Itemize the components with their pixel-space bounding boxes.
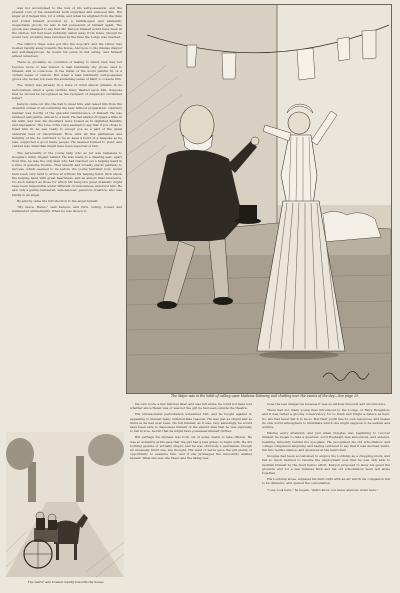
- paragraph: By-and-by came the introduction to the angel herself.: [17, 198, 99, 203]
- main-illustration-caption: The Major was in the habit of calling upon Madame Dalmeny and chatting over the events of the day.—See page 25.: [170, 394, 360, 398]
- paragraph: But perhaps his shyness was born out of some desire to take offence. He was so evidently at his ease that the girl had a less grasp, to begin with. He did nothing gauche or actually stupid, and he was obviously a gentleman, though an unusually timid one, she thought. His want of nerve gave the girl plenty of opportunity to examine him, and if she privileged the innocently availed herself. What she saw, she liked; and the liking was: [130, 435, 252, 461]
- paragraph: The visitor was already in a state of mind almost pitiable in its nervousness when a quite terrible fancy flashed upon him. Suppose that he should be recognised as the recipient of Angelica's unclaimed letter?: [12, 83, 122, 101]
- paragraph: His Lordship arose, adjusted his shirt-cuffs with an air which his companion felt to be offensive, and opened the conversation.: [262, 477, 390, 486]
- text-column-bottom-right: [262, 402, 390, 587]
- paragraph: Kenyon came out into the hall to meet him, and raised him from the dreadful ordeal of encountering the lady without preparation. Gabriel's manner was worthy of the graceful reminiscence of himself. He was subdued and gentle, almost to a fault. He had always dropped a little in his walk, and now his shoulders were bowed as in dignified humility and depression. The tone of his voice seemed to say that if you chose to tread him ill, he was ready to accept you as a part of the great universal laws of discernment. How, with all this gentleness and humility of his, he contrived to be so keen a bond of a bespoke as he was, supported a good many people. He seemed formed to yield, and yielded less often than might have been expected of him.: [12, 102, 122, 149]
- small-illustration-caption: The visitor was bowled rapidly towards the house.: [27, 580, 105, 584]
- text-column-left: [12, 6, 122, 421]
- paragraph: "I say, look here," he began, "didn't know you knew anybody down here.": [267, 487, 379, 492]
- paragraph: "My niece, Helen," said Kenyon; and Dick, toiling, bowed and stammered unintelligibly. When he was shown to: [12, 204, 122, 214]
- engraving-dog-cart: [6, 432, 124, 577]
- paragraph: There is, probably, no condition of feeling to which men may not become more or less inured. A man habitually shy grows used to himself, and is conscious, in the midst of the worst painful fit, of a certain sense of custom. But when a man habitually self-possessed grows shy, he has not even the sustaining sense of habit to console him.: [12, 60, 122, 82]
- paragraph: his own room, a few minutes later, and was left alone, he could not have told whether since Helen was or was not the girl he had seen outside the theatre.: [130, 402, 252, 411]
- paragraph: was not accustomed to the loss of his self-possession, and the present rout of his sensations both surprised and annoyed him. His anger at it helped him, for a while, and when he alighted from the train and found himself accosted by a middle-aged and eminently respectable groom, he was in full possession of himself again. The groom was changed to say that Mr. Kenyon himself would have been at the station, but had been suddenly called away from home, though he would very probably have returned by the time the Lodge was reached.: [12, 6, 122, 40]
- small-illustration: [6, 432, 124, 577]
- main-illustration: [126, 4, 392, 394]
- text-column-bottom-middle: [130, 402, 252, 587]
- paragraph: Douglas had been accustomed to employ his Lordship as a chopping-block, and felt so much inclined to resume the employment now that he was only able to restrain himself by the most heroic effort. Kenyon proposed to show his guest the grounds, and for a few minutes Dick and his old schoolfellow were left alone together.: [262, 454, 390, 476]
- paragraph: The personality of the young lady, who as yet was nameless to Douglas's mind, tingled behind. He was made to a drawing-seat, apart from this, he was the only man who had reached out a helping hand in a time of genuine trouble. That smooth and broadly placid pathway to success, which seemed to lie before the young barrister now, would have been very hard to arrive at without his helping hand. Dick shook the helping hand with great heartiness, and an almost filial reverence. No such instinct as those for which Mr. Kenyon's great dramatic might have been responsible under different circumstances ennobled him. He saw only a gentle-mannered, safe-beloved, generous creature, who was kindly in an angel.: [12, 150, 122, 197]
- paragraph: Having every attention, and just when Douglas was beginning to recover himself, he began to take a question. Lord Roghaigh was announced, and entered, beaming fatuously behind his eye-glass. He recognised his old schoolfellow and college companion languidly, and having ventured to say that it was decreed warm, fell into recline silence, and glowered at the newcomer.: [262, 431, 390, 453]
- engraving-major-and-maid: [127, 5, 391, 393]
- paragraph: His unreasonable perturbation exhausted him, and he fought against it, appealing to himself many unfavourable reasons. He was just as stupid and as timid as he had ever been. He felt himself, as it was, very amusingly, he would have been able to dispossess himself of the absurd idea that he was expressly to fall in love, he felt that he might have possessed himself further.: [130, 412, 252, 434]
- paragraph: There had not many young men introduced to the Lodge, or Fairy Houghton; and it was rather a gloomy conservatory for so fresh and bright a nature as hers. So, she had never felt it to be so. But their youth has its own resources, and makes its own world atmosphere to illuminate which one might suppose to be sadden and sombre.: [262, 408, 390, 430]
- paragraph: The visitor's traps were got into the dog-cart, and the visitor was bowled rapidly away towards the house. And now, to his intense disgust and self-disapproval, he found his pulse in full swing, and himself almost unnerved.: [12, 41, 122, 59]
- paragraph: none the less dangerous because it was so entirely innocent and unconscious.: [267, 402, 386, 406]
